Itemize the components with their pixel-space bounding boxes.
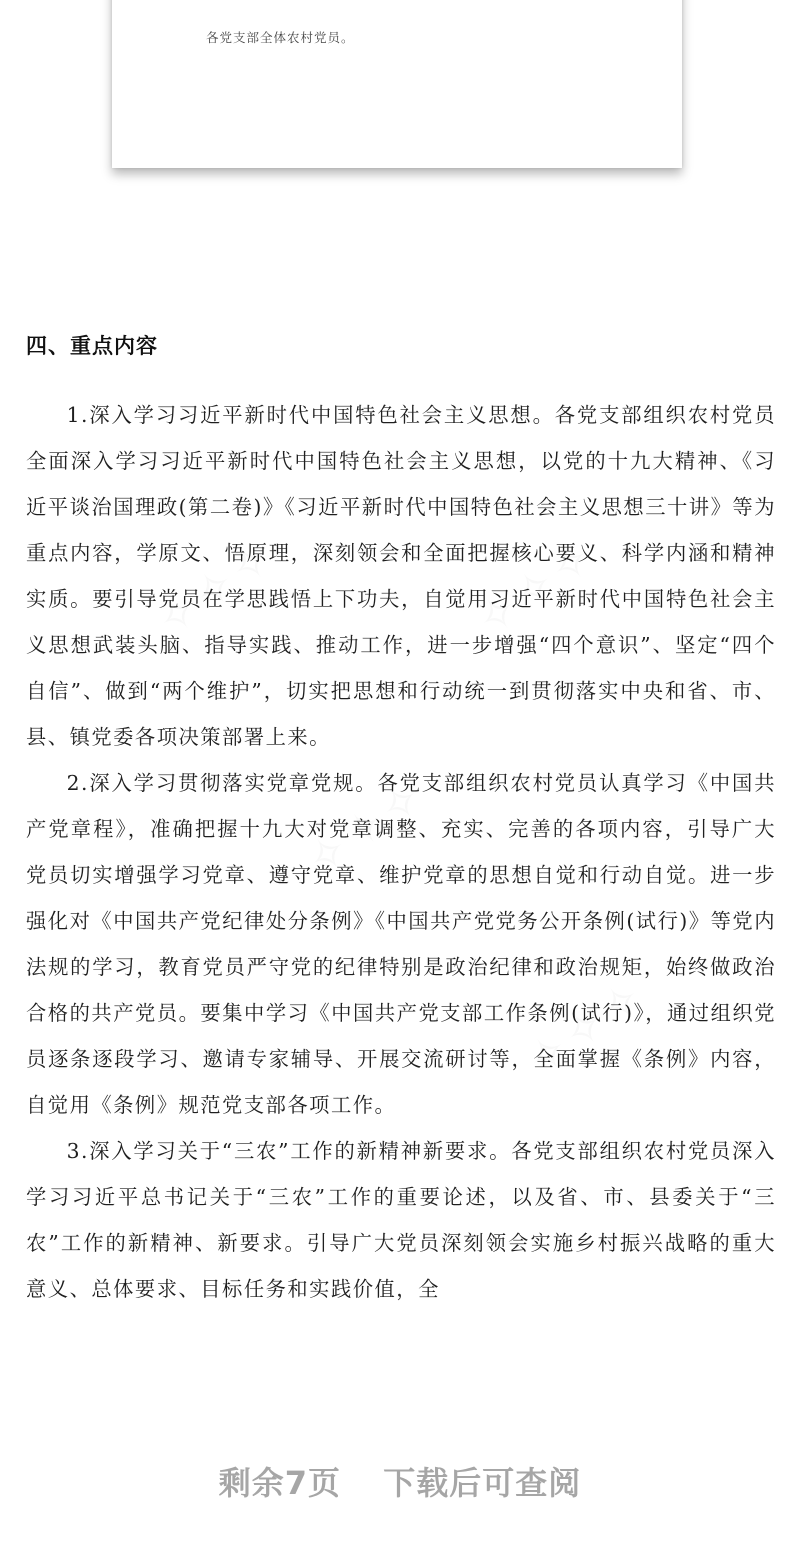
preview-page-card: [112, 0, 682, 168]
paragraph-2: 2.深入学习贯彻落实党章党规。各党支部组织农村党员认真学习《中国共产党章程》，准确把握十九大对党章调整、充实、完善的各项内容，引导广大党员切实增强学习党章、遵守党章、维护党章的思想自觉和行动自觉。进一步强化对《中国共产党纪律处分条例》《中国共产党党务公开条例(试行)》等党内法规的学习，教育党员严守党的纪律特别是政治纪律和政治规矩，始终做政治合格的共产党员。要集中学习《中国共产党支部工作条例(试行)》，通过组织党员逐条逐段学习、邀请专家辅导、开展交流研讨等，全面掌握《条例》内容，自觉用《条例》规范党支部各项工作。: [26, 771, 776, 1117]
card-text: 各党支部全体农村党员。: [206, 30, 355, 45]
section-title: 四、重点内容: [26, 334, 158, 358]
download-to-view-link[interactable]: 下载后可查阅: [383, 1464, 582, 1502]
document-body: [26, 392, 776, 1312]
watermark: ✧✧✧: [466, 526, 608, 648]
remaining-pages-label[interactable]: 剩余7页: [218, 1464, 342, 1502]
watermark: ✧✧✧: [516, 966, 658, 1088]
download-banner[interactable]: [0, 1458, 800, 1504]
paragraph-3: 3.深入学习关于“三农”工作的新精神新要求。各党支部组织农村党员深入学习习近平总书记关于“三农”工作的重要论述，以及省、市、县委关于“三农”工作的新精神、新要求。引导广大党员深刻领会实施乡村振兴战略的重大意义、总体要求、目标任务和实践价值，全: [26, 1139, 776, 1301]
paragraph-1: 1.深入学习习近平新时代中国特色社会主义思想。各党支部组织农村党员全面深入学习习近平新时代中国特色社会主义思想，以党的十九大精神、《习近平谈治国理政(第二卷)》《习近平新时代中国特色社会主义思想三十讲》等为重点内容，学原文、悟原理，深刻领会和全面把握核心要义、科学内涵和精神实质。要引导党员在学思践悟上下功夫，自觉用习近平新时代中国特色社会主义思想武装头脑、指导实践、推动工作，进一步增强“四个意识”、坚定“四个自信”、做到“两个维护”，切实把思想和行动统一到贯彻落实中央和省、市、县、镇党委各项决策部署上来。: [26, 403, 776, 749]
watermark: ✧✧✧: [146, 526, 288, 648]
watermark: ✧✧✧: [296, 766, 438, 888]
